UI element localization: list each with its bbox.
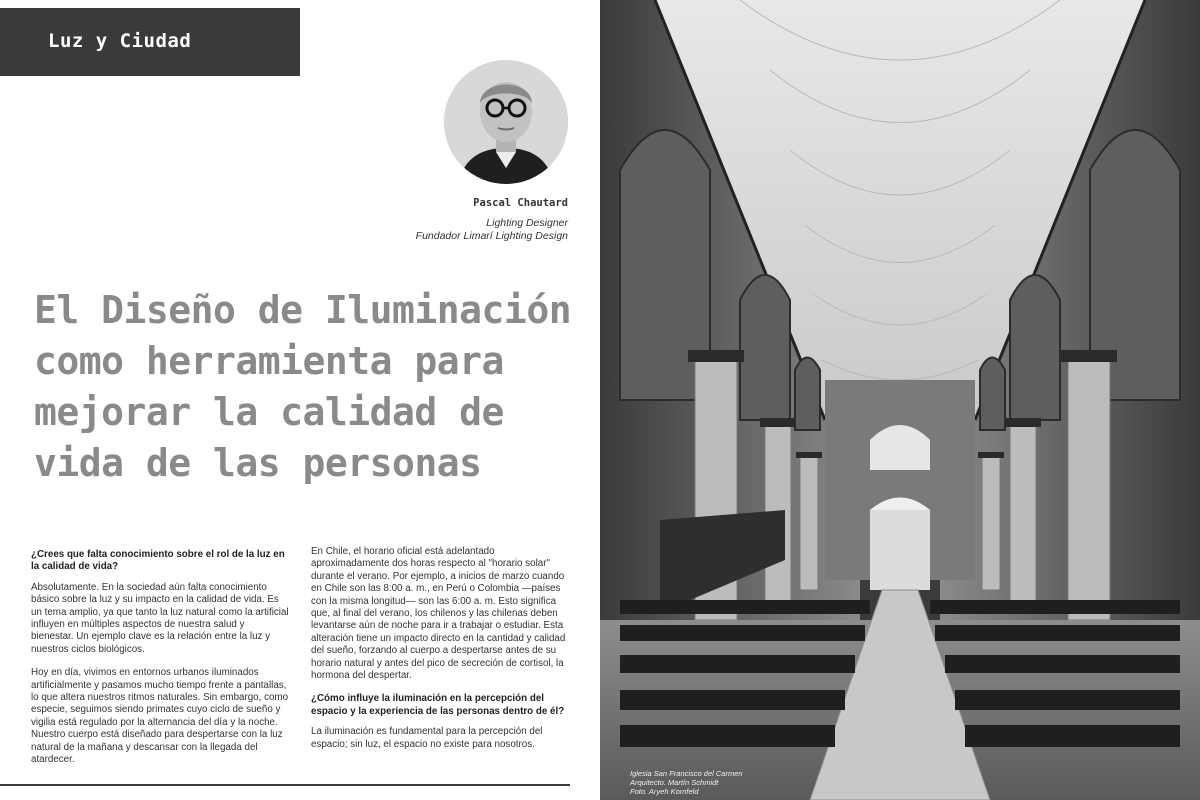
section-label: Luz y Ciudad [48, 30, 192, 52]
text-column-right [311, 546, 573, 762]
paragraph: Absolutamente. En la sociedad aún falta conocimiento básico sobre la luz y su impacto en la calidad de vida. Es un tema amplio, ya que tanto la luz natural como la artificial influyen en múltiples aspectos de nuestra salud y bienestar. Un ejemplo clave es la relación entre la luz y nuestros ciclos biológicos. [31, 581, 289, 655]
photo-caption-line: Iglesia San Francisco del Carmen [630, 769, 743, 778]
photo-caption-line: Foto. Aryeh Kornfeld [630, 787, 699, 796]
author-role: Lighting Designer [486, 217, 568, 229]
author-company: Fundador Limarí Lighting Design [415, 230, 568, 242]
interview-question: ¿Cómo influye la iluminación en la percepción del espacio y la experiencia de las personas dentro de él? [311, 693, 565, 717]
bottom-rule [0, 784, 570, 786]
paragraph: La iluminación es fundamental para la percepción del espacio; sin luz, el espacio no existe para nosotros. [311, 726, 543, 750]
paragraph: En Chile, el horario oficial está adelantado aproximadamente dos horas respecto al "horario solar" durante el verano. Por ejemplo, a inicios de marzo cuando en Chile son las 8:00 a. m., en Perú o Colombia —países con la misma longitud— son las 6:00 a. m. Esto significa que, al final del verano, los chilenos y las chilenas deben levantarse aún de noche para ir a trabajar o estudiar. Esta alteración tiene un impacto directo en la cantidad y calidad del sueño, forzando al cuerpo a despertarse antes de su horario natural y antes del pico de secreción de cortisol, la hormona del despertar. [311, 546, 566, 682]
author-portrait [444, 60, 568, 184]
right-page [600, 0, 1200, 800]
photo-caption-line: Arquitecto. Martín Schmidt [630, 778, 719, 787]
section-tab [0, 8, 300, 76]
portrait-illustration [444, 60, 568, 184]
interview-question: ¿Crees que falta conocimiento sobre el rol de la luz en la calidad de vida? [31, 549, 285, 573]
article-title: El Diseño de Iluminación como herramienta para mejorar la calidad de vida de las personas [34, 288, 572, 485]
photo-caption [630, 769, 743, 796]
author-name: Pascal Chautard [473, 197, 568, 209]
paragraph: Hoy en día, vivimos en entornos urbanos iluminados artificialmente y pasamos mucho tiempo frente a pantallas, lo que altera nuestros ritmos naturales. Sin embargo, como especie, seguimos siendo primates cuyo ciclo de sueño y vigilia está regulado por la alternancia del día y la noche. Nuestro cuerpo está diseñado para despertarse con la luz natural de la mañana y descansar con la llegada del atardecer. [31, 667, 289, 766]
church-interior-photo [600, 0, 1200, 800]
text-column-left [31, 549, 289, 778]
